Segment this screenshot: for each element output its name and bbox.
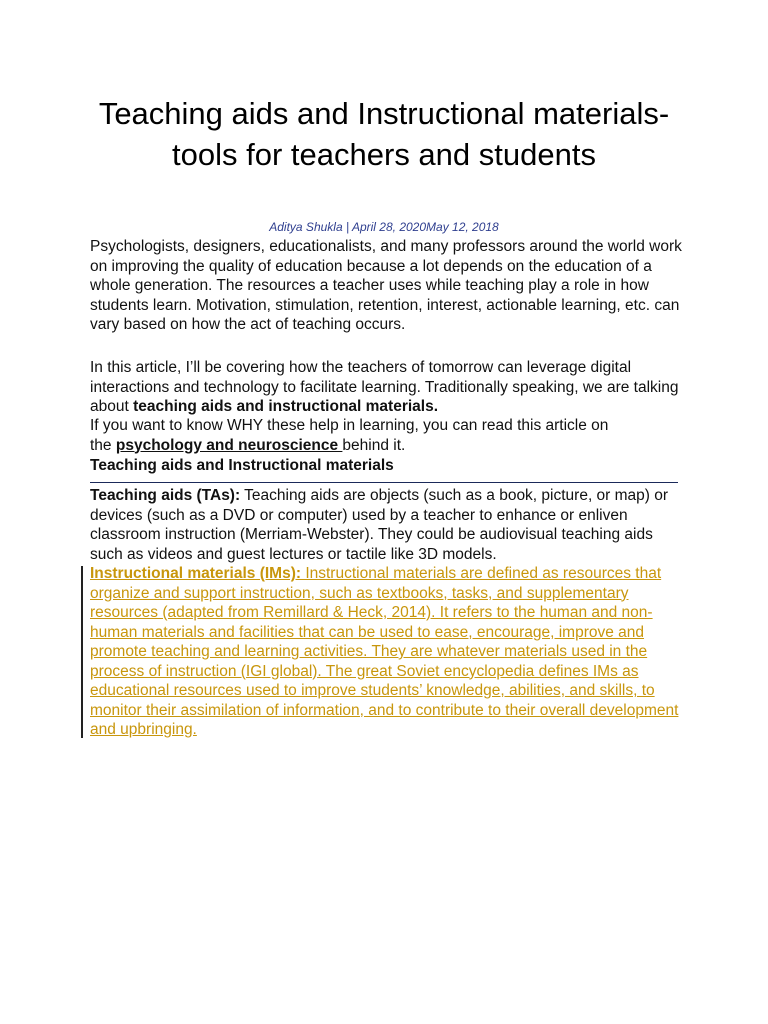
psychology-neuroscience-link[interactable]: psychology and neuroscience [115,436,343,454]
article-scope-text: In this article, I’ll be covering how the teachers of tomorrow can leverage digital interactions and technology to facilitate learning. Traditionally speaking, we are talking about [90,359,679,415]
teaching-aids-text: Teaching aids are objects (such as a book, picture, or map) or devices (such as a DVD or computer) used by a teacher to enhance or enliven classroom instruction (Merriam-Webster). They could be audiovisual teaching aids such as videos and guest lectures or tactile like 3D models. [90,487,669,563]
instructional-materials-label: Instructional materials (IMs): [90,565,302,582]
further-reading-suffix: behind it. [342,436,406,454]
further-reading-line: If you want to know WHY these help in learning, you can read this article on [90,417,609,434]
intro-paragraph: Psychologists, designers, educationalists, and many professors around the world work on improving the quality of education because a lot depends on the education of a whole generation. The resources a teacher uses while teaching play a role in how students learn. Motivation, stimulation, retention, interest, actionable learning, etc. can vary based on how the act of teaching occurs. [90,238,682,333]
instructional-materials-paragraph [90,564,685,740]
article-scope-bold: teaching aids and instructional materials. [133,398,439,415]
article-title: Teaching aids and Instructional materials- tools for teachers and students [98,96,670,172]
article-scope-paragraph [90,358,690,417]
further-reading-paragraph [90,416,690,455]
section-heading: Teaching aids and Instructional materials [90,456,678,483]
further-reading-prefix: the [90,436,116,454]
article-byline: Aditya Shukla | April 28, 2020May 12, 2018 [269,220,499,234]
change-bar [81,566,83,738]
teaching-aids-label: Teaching aids (TAs): [90,487,241,504]
instructional-materials-text: Instructional materials are defined as resources that organize and support instruction, such as textbooks, tasks, and supplementary resources (adapted from Remillard & Heck, 2014). It refers to the human and non-human materials and facilities that can be used to ease, encourage, improve and promote teaching and learning activities. They are whatever materials used in the process of instruction (IGI global). The great Soviet encyclopedia defines IMs as educational resources used to improve students’ knowledge, abilities, and skills, to monitor their assimilation of information, and to contribute to their overall development and upbringing. [90,565,679,738]
teaching-aids-paragraph [90,486,685,564]
